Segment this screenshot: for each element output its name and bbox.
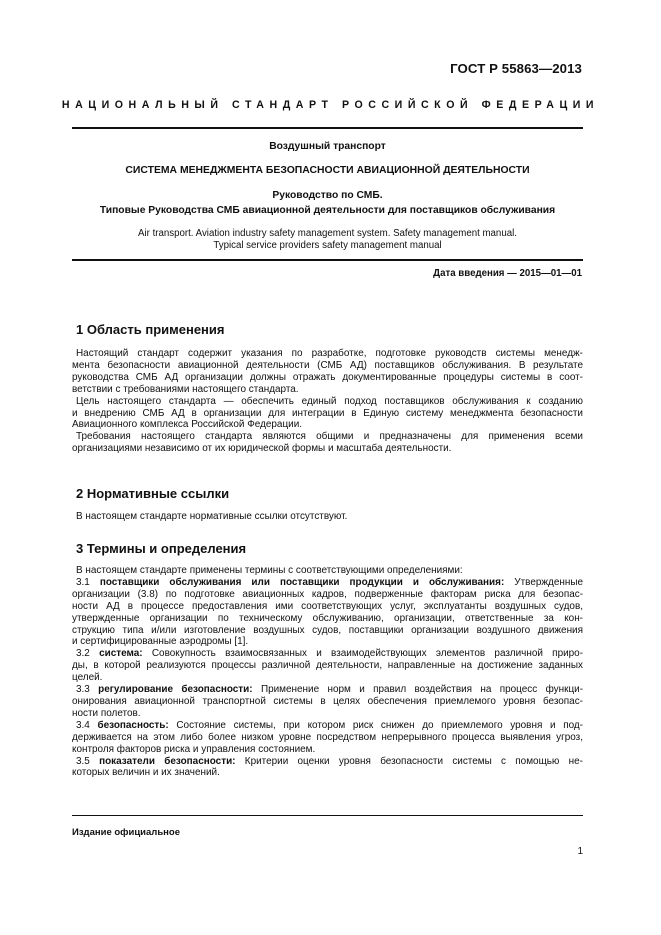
footer-rule (72, 815, 583, 816)
term-3-2-name: система: (99, 648, 143, 660)
title-english-line1: Air transport. Aviation industry safety management system. Safety management manual. (138, 228, 517, 239)
term-3-4-line: держивается на этом либо более низком уровне посредством непрерывного процесса выявления угроз, (72, 731, 583, 743)
term-3-5: 3.5 показатели безопасности: Критерии оценки уровня безопасности системы с помощью не- (76, 755, 583, 767)
term-3-2-line: ды, в которой реализуются процессы различной деятельности, направленные на достижение заданных (72, 660, 583, 672)
title-guide-line1: Руководство по СМБ. (272, 190, 383, 201)
section2-text: В настоящем стандарте нормативные ссылки отсутствуют. (76, 511, 348, 522)
section1-line: ветствии с требованиями настоящего стандарта. (72, 383, 299, 395)
term-3-5-name: показатели безопасности: (99, 755, 236, 767)
section1-line: Требования настоящего стандарта являются общими и предназначены для применения всеми (76, 431, 583, 443)
national-standard-banner: НАЦИОНАЛЬНЫЙ СТАНДАРТ РОССИЙСКОЙ ФЕДЕРАЦИИ (61, 99, 600, 111)
term-3-1-line: и сертифицированные аэродромы [1]. (72, 636, 249, 648)
term-3-4: 3.4 безопасность: Состояние системы, при котором риск снижен до приемлемого уровня и под- (76, 719, 583, 731)
term-3-4-line: контроля факторов риска и управления состоянием. (72, 743, 316, 755)
section1-line: организациями независимо от их юридической формы и масштаба деятельности. (72, 443, 452, 455)
top-rule (72, 127, 583, 129)
gost-code: ГОСТ Р 55863—2013 (450, 61, 582, 76)
term-3-2-line: целей. (72, 672, 103, 684)
section1-line: мента безопасности авиационной деятельности (СМБ АД) поставщиков обслуживания. В результате (72, 359, 583, 371)
term-3-1: 3.1 поставщики обслуживания или поставщики продукции и обслуживания: Утвержденные (76, 576, 584, 588)
section1-line: Цель настоящего стандарта — обеспечить единый подход поставщиков обслуживания к созданию (76, 395, 583, 407)
term-3-1-line: ности АД в процессе предоставления ими соответствующих услуг, эксплуатанты воздушных судов, (72, 600, 583, 612)
term-3-1-line: струкцию типа и/или изготовление воздушных судов, поставщики организации воздушного движения (72, 624, 583, 636)
term-3-5-line: которых величин и их значений. (72, 767, 220, 779)
term-3-3-name: регулирование безопасности: (98, 684, 253, 696)
title-transport: Воздушный транспорт (269, 141, 386, 152)
intro-date: Дата введения — 2015—01—01 (433, 268, 582, 279)
title-system: СИСТЕМА МЕНЕДЖМЕНТА БЕЗОПАСНОСТИ АВИАЦИОННОЙ ДЕЯТЕЛЬНОСТИ (125, 165, 530, 176)
term-3-4-name: безопасность: (97, 719, 169, 731)
edition-label: Издание официальное (72, 827, 180, 838)
section1-line: руководства СМБ АД организации должны отражать документированные процедуры системы в соот- (72, 371, 583, 383)
term-3-2: 3.2 система: Совокупность взаимосвязанных и взаимодействующих элементов различной приро- (76, 648, 584, 660)
term-3-1-line: утвержденные организации по техническому обслуживанию, организации, ответственные за кон- (72, 612, 583, 624)
section1-line: Авиационного комплекса Российской Федерации. (72, 419, 303, 431)
title-rule (72, 259, 583, 261)
section2-body (72, 511, 583, 523)
section2-heading: 2 Нормативные ссылки (76, 486, 230, 501)
section1-heading: 1 Область применения (76, 322, 225, 337)
section3-body (72, 565, 583, 779)
section3-intro: В настоящем стандарте применены термины с соответствующими определениями: (76, 565, 463, 576)
term-3-1-line: организации (3.8) по подготовке авиационных кадров, подверженные факторам риска для безопас- (72, 588, 583, 600)
section1-body (72, 348, 583, 455)
term-3-3: 3.3 регулирование безопасности: Применение норм и правил воздействия на процесс функци- (76, 684, 583, 696)
section3-heading: 3 Термины и определения (76, 541, 247, 556)
page-number: 1 (577, 846, 583, 857)
section1-line: Настоящий стандарт содержит указания по разработке, подготовке руководств системы менедж- (76, 348, 583, 359)
term-3-3-line: онирования авиационной транспортной системы в целях обеспечения приемлемого уровня безопас- (72, 695, 583, 707)
term-3-3-line: ности полетов. (72, 707, 141, 719)
title-english-line2: Typical service providers safety management manual (213, 240, 442, 251)
title-guide-line2: Типовые Руководства СМБ авиационной деятельности для поставщиков обслуживания (99, 205, 556, 216)
term-3-1-name: поставщики обслуживания или поставщики продукции и обслуживания: (99, 576, 505, 588)
section1-line: и внедрению СМБ АД в организации для интеграции в Единую систему менеджмента безопасности (72, 407, 583, 419)
